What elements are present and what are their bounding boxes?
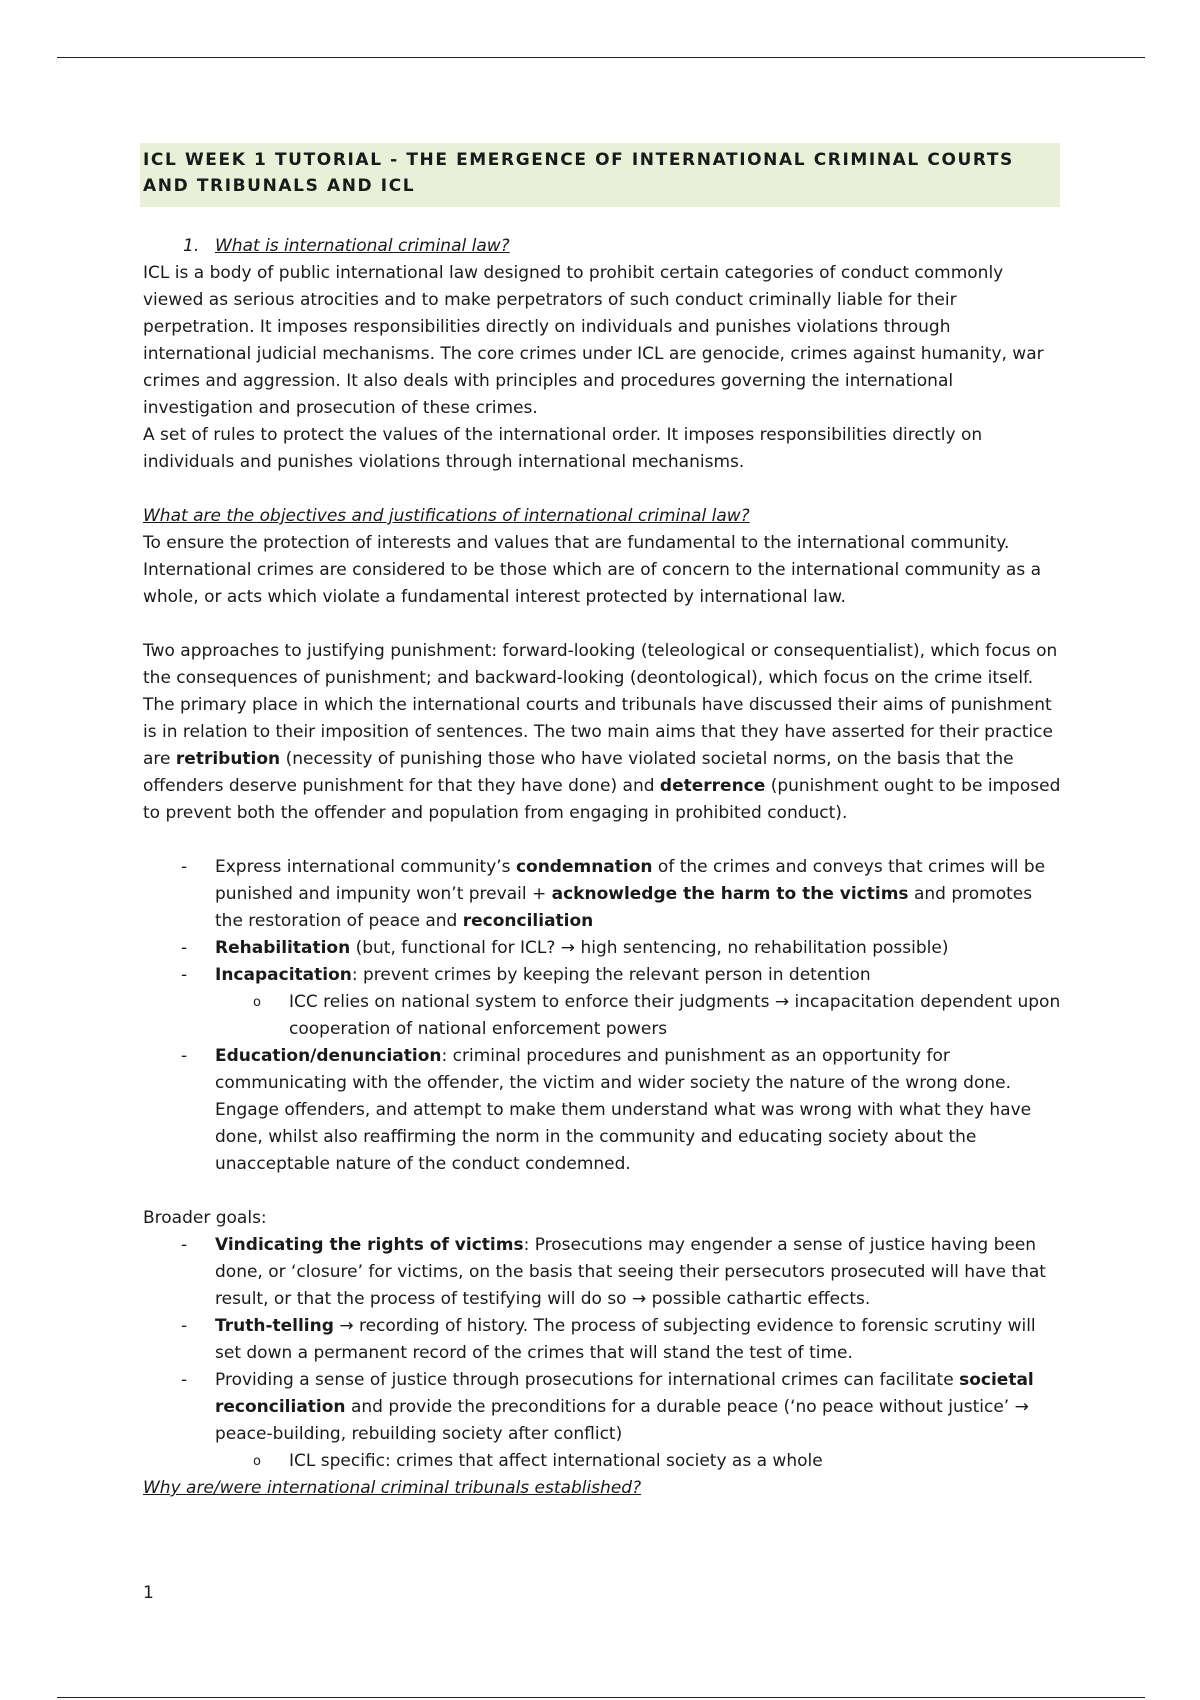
broader-goals-heading: Broader goals: [143, 1208, 267, 1228]
dash-bullet: - [181, 1235, 188, 1255]
question-3-heading: Why are/were international criminal tribunals established? [143, 1478, 642, 1498]
list-item: - Vindicating the rights of victims: Prosecutions may engender a sense of justice having been done, or ‘closure’ for victims, on the basis that seeing their persecutors prosecuted will have that result, or that the process of testifying will do so → possible cathartic effects. [143, 1232, 1063, 1313]
sub-list [215, 1448, 1063, 1475]
question-1-text: What is international criminal law? [215, 236, 510, 256]
dash-bullet: - [181, 1046, 188, 1066]
dash-bullet: - [181, 1370, 188, 1390]
dash-bullet: - [181, 1316, 188, 1336]
title-box [140, 143, 1060, 207]
dash-bullet: - [181, 857, 188, 877]
dash-bullet: - [181, 938, 188, 958]
document-body [143, 233, 1063, 1502]
list-item: - Education/denunciation: criminal procedures and punishment as an opportunity for communicating with the offender, the victim and wider society the nature of the wrong done. Engage offenders, and attempt to make them understand what was wrong with what they have done, whilst also reaffirming the norm in the community and educating society about the unacceptable nature of the conduct condemned. [143, 1043, 1063, 1178]
document-page [143, 143, 1063, 1502]
sub-list [215, 989, 1063, 1043]
list-item: - Express international community’s condemnation of the crimes and conveys that crimes will be punished and impunity won’t prevail + acknowledge the harm to the victims and promotes the restoration of peace and reconciliation [143, 854, 1063, 935]
keyword-retribution: retribution [175, 749, 281, 769]
sub-list-item: o ICC relies on national system to enforce their judgments → incapacitation dependent upon cooperation of national enforcement powers [215, 989, 1063, 1043]
keyword-deterrence: deterrence [659, 776, 766, 796]
answer-1-paragraph-2: A set of rules to protect the values of the international order. It imposes responsibilities directly on individuals and punishes violations through international mechanisms. [143, 425, 983, 472]
circle-bullet: o [253, 1454, 261, 1469]
top-rule [57, 57, 1145, 58]
list-item: - Incapacitation: prevent crimes by keeping the relevant person in detention o ICC relies on national system to enforce their judgments → incapacitation dependent upon cooperation of national enforcement powers [143, 962, 1063, 1043]
sub-list-item: o ICL specific: crimes that affect international society as a whole [215, 1448, 1063, 1475]
dash-bullet: - [181, 965, 188, 985]
page-number: 1 [143, 1583, 154, 1603]
answer-2-paragraph-1: To ensure the protection of interests and values that are fundamental to the international community. International crimes are considered to be those which are of concern to the international community as a whole, or acts which violate a fundamental interest protected by international law. [143, 533, 1042, 607]
circle-bullet: o [253, 995, 261, 1010]
question-2-heading: What are the objectives and justifications of international criminal law? [143, 506, 750, 526]
question-1-heading [143, 233, 1063, 260]
list-item: - Rehabilitation (but, functional for ICL? → high sentencing, no rehabilitation possible) [143, 935, 1063, 962]
list-item: - Providing a sense of justice through prosecutions for international crimes can facilitate societal reconciliation and provide the preconditions for a durable peace (‘no peace without justice’ → peace-building, rebuilding society after conflict) o ICL specific: crimes that affect international society as a whole [143, 1367, 1063, 1475]
answer-1-paragraph-1: ICL is a body of public international law designed to prohibit certain categories of conduct commonly viewed as serious atrocities and to make perpetrators of such conduct criminally liable for their perpetration. It imposes responsibilities directly on individuals and punishes violations through international judicial mechanisms. The core crimes under ICL are genocide, crimes against humanity, war crimes and aggression. It also deals with principles and procedures governing the international investigation and prosecution of these crimes. [143, 263, 1044, 418]
question-number: 1. [183, 236, 200, 256]
list-item: - Truth-telling → recording of history. The process of subjecting evidence to forensic scrutiny will set down a permanent record of the crimes that will stand the test of time. [143, 1313, 1063, 1367]
document-title: ICL WEEK 1 TUTORIAL - THE EMERGENCE OF INTERNATIONAL CRIMINAL COURTS AND TRIBUNALS AND ICL [143, 150, 1014, 196]
broader-goals-list [143, 1232, 1063, 1475]
objectives-list [143, 854, 1063, 1178]
bottom-rule [57, 1697, 1145, 1698]
answer-2-paragraph-2: Two approaches to justifying punishment: forward-looking (teleological or consequentialist), which focus on the consequences of punishment; and backward-looking (deontological), which focus on the crime itself. The primary place in which the international courts and tribunals have discussed their aims of punishment is in relation to their imposition of sentences. The two main aims that they have asserted for their practice are retribution (necessity of punishing those who have violated societal norms, on the basis that the offenders deserve punishment for that they have done) and deterrence (punishment ought to be imposed to prevent both the offender and population from engaging in prohibited conduct). [143, 641, 1061, 823]
